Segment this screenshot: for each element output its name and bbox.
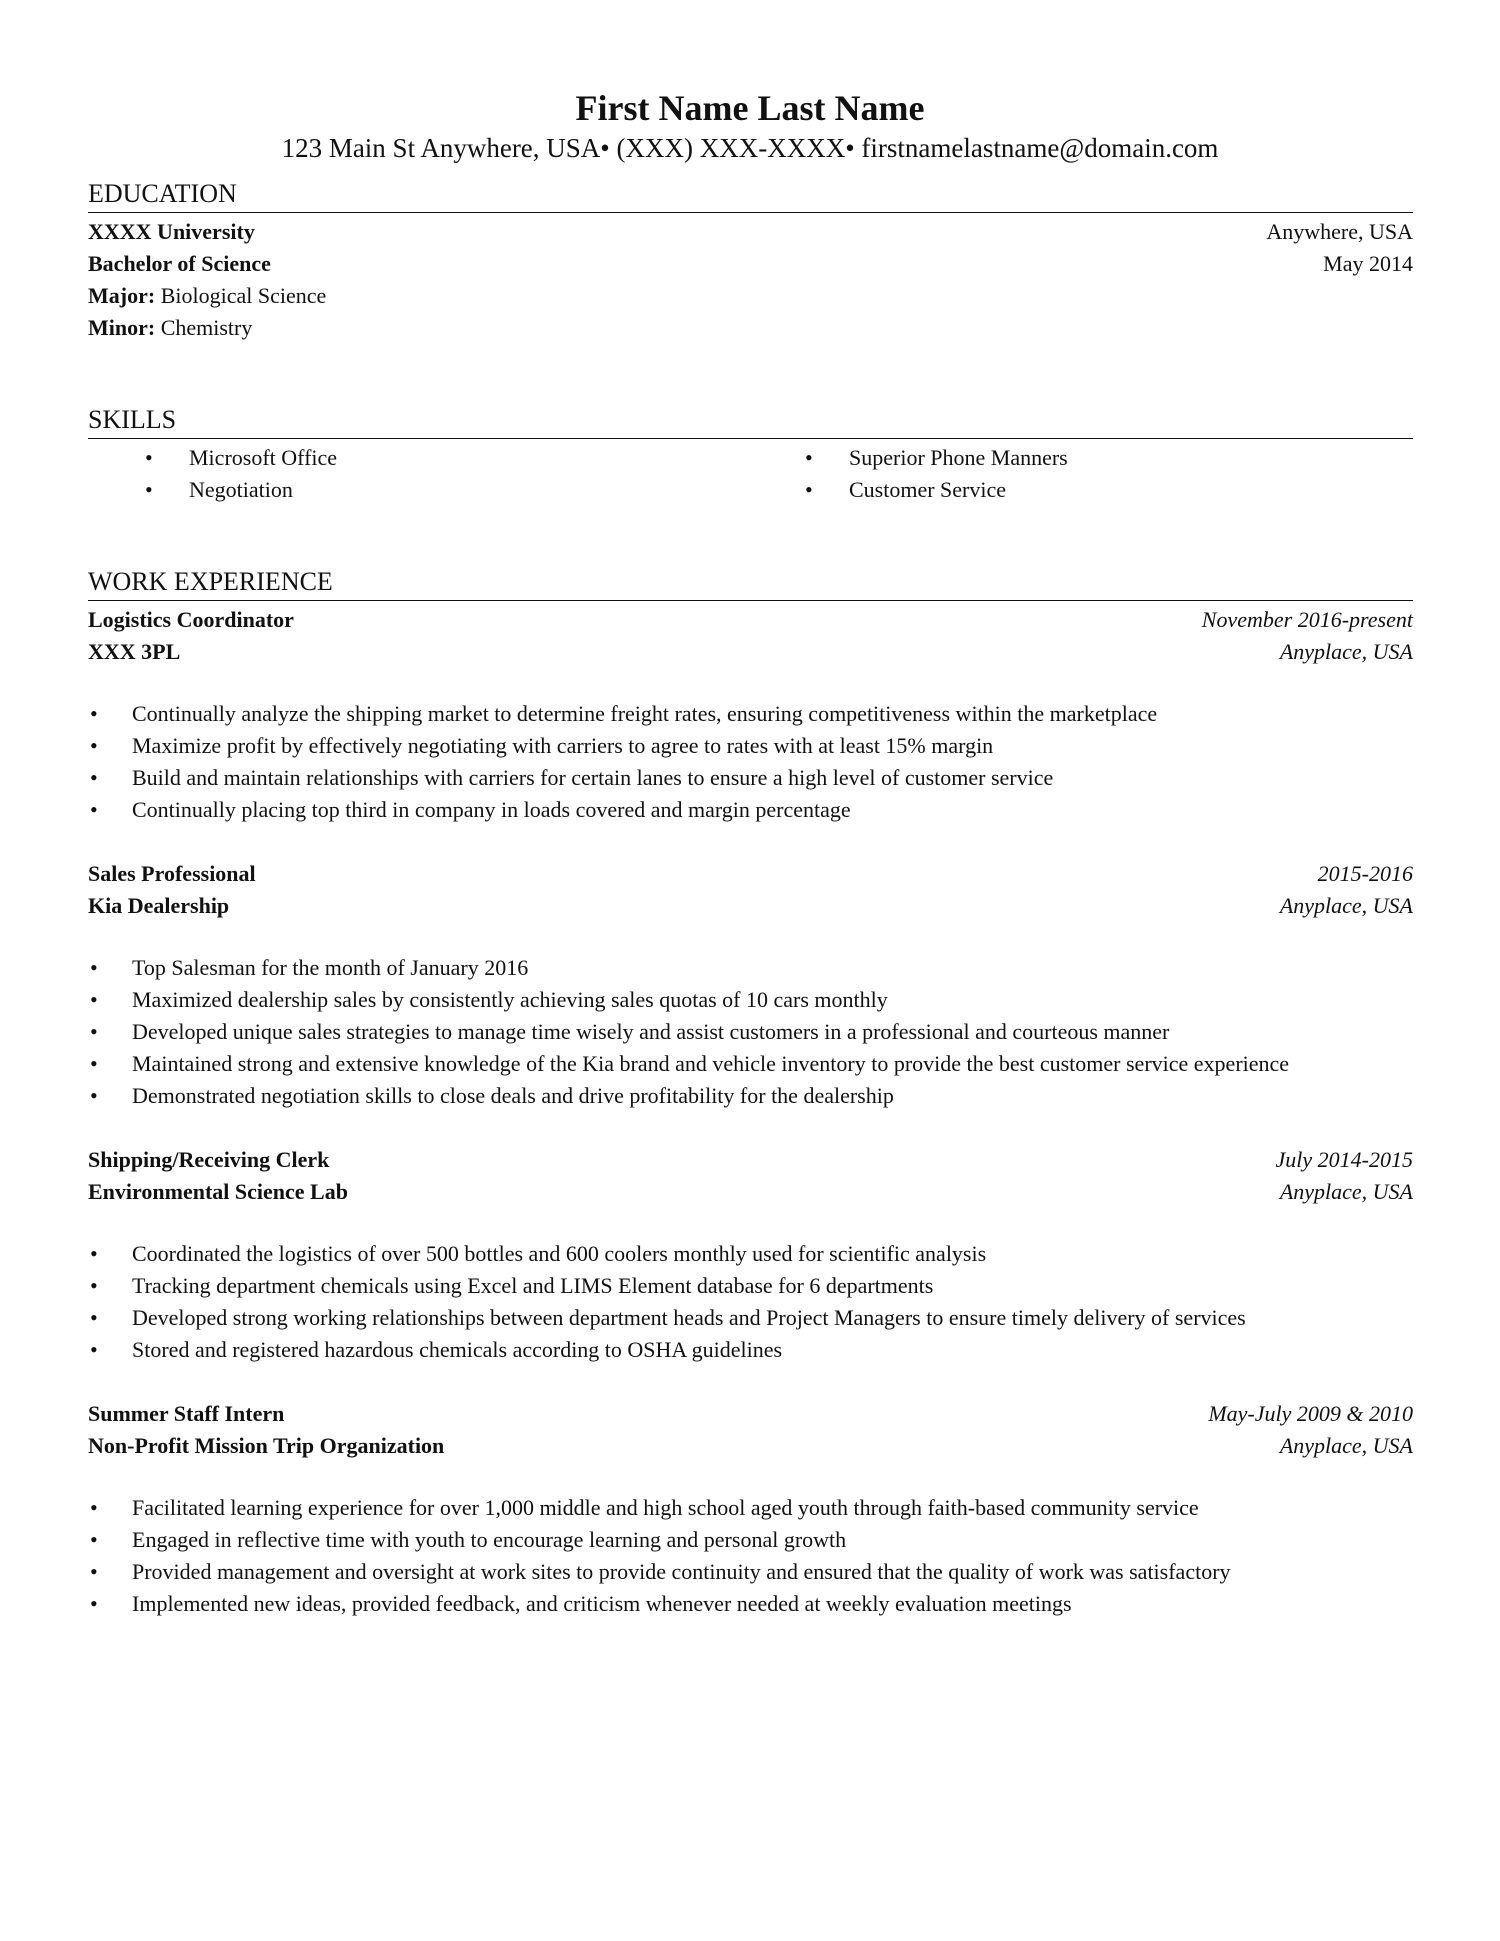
section-title-skills: SKILLS <box>88 404 1413 439</box>
skill-item: Negotiation <box>189 477 293 502</box>
major-value: Biological Science <box>155 283 327 308</box>
list-item: • Developed unique sales strategies to manage time wisely and assist customers in a professional and courteous manner <box>88 1016 1448 1048</box>
job-date: November 2016-present <box>1201 607 1413 632</box>
job-company: Kia Dealership <box>88 893 230 918</box>
list-item: • Build and maintain relationships with carriers for certain lanes to ensure a high level of customer service <box>88 762 1448 794</box>
job-company: Non-Profit Mission Trip Organization <box>88 1433 445 1458</box>
list-item: • Developed strong working relationships between department heads and Project Managers to ensure timely delivery of services <box>88 1302 1448 1334</box>
list-item: • Maximized dealership sales by consistently achieving sales quotas of 10 cars monthly <box>88 984 1448 1016</box>
list-item: • Facilitated learning experience for over 1,000 middle and high school aged youth through faith-based community service <box>88 1492 1448 1524</box>
job-title-row <box>88 858 1413 890</box>
school-name: XXXX University <box>88 219 255 244</box>
graduation-date: May 2014 <box>1323 251 1413 276</box>
list-item: • Provided management and oversight at work sites to provide continuity and ensured that the quality of work was satisfactory <box>88 1556 1448 1588</box>
list-item: • Demonstrated negotiation skills to close deals and drive profitability for the dealership <box>88 1080 1448 1112</box>
job-company-row <box>88 636 1413 668</box>
education-degree-row <box>88 248 1413 280</box>
job-bullet-list <box>88 1238 1448 1366</box>
list-item: • Top Salesman for the month of January 2016 <box>88 952 1448 984</box>
skill-item: Customer Service <box>849 477 1007 502</box>
skill-item: Superior Phone Manners <box>849 445 1068 470</box>
education-school-row <box>88 216 1413 248</box>
job-date: May-July 2009 & 2010 <box>1208 1401 1413 1426</box>
job-date: 2015-2016 <box>1317 861 1413 886</box>
job-location: Anyplace, USA <box>1279 639 1413 664</box>
job-date: July 2014-2015 <box>1275 1147 1413 1172</box>
education-minor-row <box>88 312 1413 344</box>
list-item: • Continually placing top third in company in loads covered and margin percentage <box>88 794 1448 826</box>
job-location: Anyplace, USA <box>1279 1179 1413 1204</box>
job-location: Anyplace, USA <box>1279 893 1413 918</box>
job-bullet-list <box>88 1492 1448 1620</box>
job-location: Anyplace, USA <box>1279 1433 1413 1458</box>
job-position: Shipping/Receiving Clerk <box>88 1147 330 1172</box>
skill-bullet: • <box>145 445 153 470</box>
job-title-row <box>88 1398 1413 1430</box>
job-title-row <box>88 1144 1413 1176</box>
list-item: • Tracking department chemicals using Excel and LIMS Element database for 6 departments <box>88 1270 1448 1302</box>
list-item: • Stored and registered hazardous chemicals according to OSHA guidelines <box>88 1334 1448 1366</box>
job-position: Summer Staff Intern <box>88 1401 285 1426</box>
minor-label: Minor: <box>88 315 156 340</box>
contact-line: 123 Main St Anywhere, USA• (XXX) XXX-XXXX• firstnamelastname@domain.com <box>281 133 1219 163</box>
skill-item: Microsoft Office <box>189 445 338 470</box>
job-position: Sales Professional <box>88 861 256 886</box>
job-company-row <box>88 1176 1413 1208</box>
list-item: • Maximize profit by effectively negotiating with carriers to agree to rates with at least 15% margin <box>88 730 1448 762</box>
job-company-row <box>88 890 1413 922</box>
list-item: • Coordinated the logistics of over 500 bottles and 600 coolers monthly used for scientific analysis <box>88 1238 1448 1270</box>
education-major-row <box>88 280 1413 312</box>
section-title-work-experience: WORK EXPERIENCE <box>88 566 1413 601</box>
job-company: XXX 3PL <box>88 639 181 664</box>
job-company: Environmental Science Lab <box>88 1179 348 1204</box>
job-company-row <box>88 1430 1413 1462</box>
skill-bullet: • <box>805 477 813 502</box>
list-item: • Maintained strong and extensive knowledge of the Kia brand and vehicle inventory to provide the best customer service experience <box>88 1048 1448 1080</box>
section-title-education: EDUCATION <box>88 178 1413 213</box>
skill-bullet: • <box>145 477 153 502</box>
minor-value: Chemistry <box>155 315 253 340</box>
major-label: Major: <box>88 283 156 308</box>
skill-bullet: • <box>805 445 813 470</box>
job-title-row <box>88 604 1413 636</box>
candidate-name: First Name Last Name <box>575 88 925 128</box>
list-item: • Implemented new ideas, provided feedback, and criticism whenever needed at weekly evaluation meetings <box>88 1588 1448 1620</box>
school-location: Anywhere, USA <box>1266 219 1413 244</box>
job-bullet-list <box>88 952 1448 1112</box>
list-item: • Engaged in reflective time with youth to encourage learning and personal growth <box>88 1524 1448 1556</box>
degree: Bachelor of Science <box>88 251 271 276</box>
list-item: • Continually analyze the shipping market to determine freight rates, ensuring competitiveness within the marketplace <box>88 698 1448 730</box>
job-position: Logistics Coordinator <box>88 607 294 632</box>
job-bullet-list <box>88 698 1448 826</box>
